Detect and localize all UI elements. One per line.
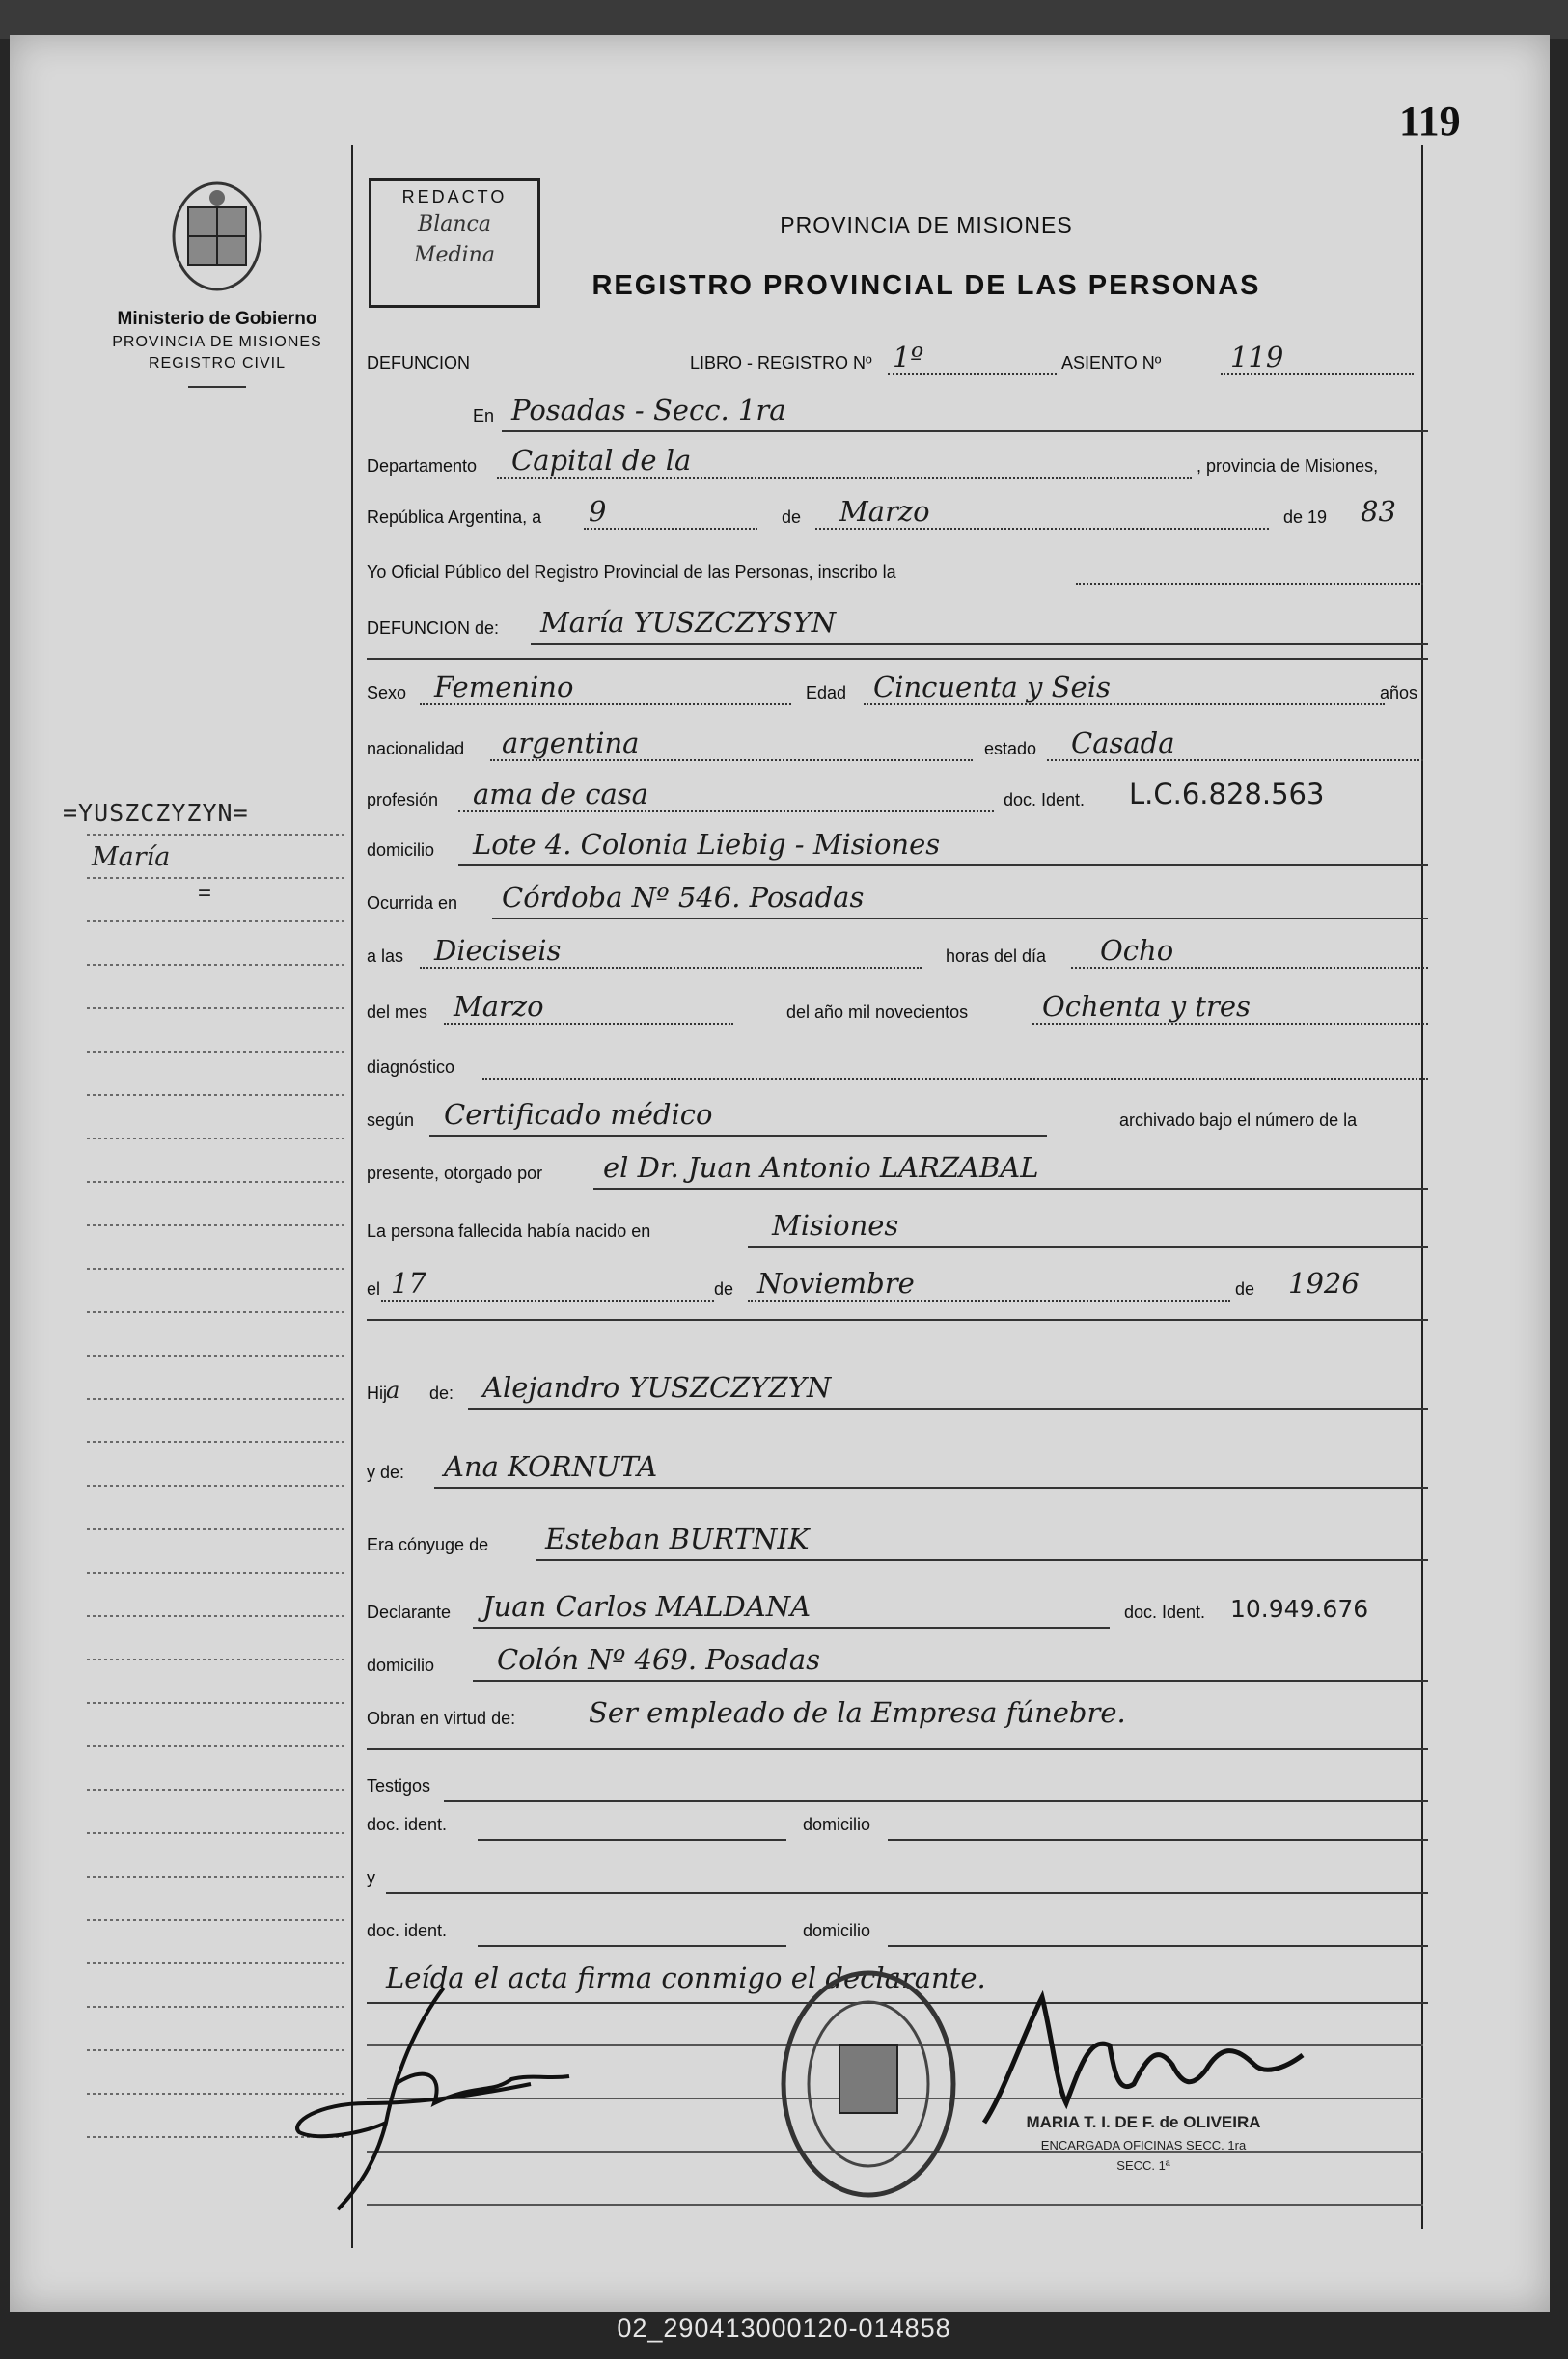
domicilio2-label-2: domicilio xyxy=(803,1921,871,1940)
del-anio-line xyxy=(1032,1023,1428,1025)
madre-value: Ana KORNUTA xyxy=(444,1450,658,1483)
sexo-line xyxy=(420,703,791,705)
row-y xyxy=(367,1857,1428,1896)
de19-label: de 19 xyxy=(1283,507,1328,527)
row-diagnostico xyxy=(367,1047,1428,1085)
nacionalidad-line xyxy=(490,759,973,761)
obran-value: Ser empleado de la Empresa fúnebre. xyxy=(589,1696,1126,1729)
doc-ident-line-1 xyxy=(478,1839,786,1841)
decl-doc-value: 10.949.676 xyxy=(1230,1595,1369,1623)
padre-value: Alejandro YUSZCZYZYN xyxy=(482,1371,832,1404)
del-anio-label: del año mil novecientos xyxy=(786,1002,969,1022)
nacido-value: Misiones xyxy=(772,1209,899,1242)
obran-label: Obran en virtud de: xyxy=(367,1709,516,1728)
left-column-rule xyxy=(351,145,353,2248)
nacionalidad-label: nacionalidad xyxy=(367,739,465,758)
row-defuncion-de xyxy=(367,608,1428,646)
official-title: ENCARGADA OFICINAS SECC. 1ra xyxy=(1040,2138,1247,2153)
header-registry: REGISTRO PROVINCIAL DE LAS PERSONAS xyxy=(591,270,1261,301)
testigos-label: Testigos xyxy=(367,1776,431,1796)
libro-line xyxy=(888,373,1057,375)
el-label: el xyxy=(367,1279,381,1299)
libro-value: 1º xyxy=(893,341,924,373)
row-libro xyxy=(367,343,1428,381)
row-fecha-nacimiento xyxy=(367,1269,1428,1307)
ocurrida-value: Córdoba Nº 546. Posadas xyxy=(502,881,865,914)
obran-line xyxy=(367,1748,1428,1750)
defuncion-de-label: DEFUNCION de: xyxy=(367,618,500,638)
doc-ident-label-1: doc. ident. xyxy=(367,1815,448,1834)
profesion-label: profesión xyxy=(367,790,439,809)
a-las-label: a las xyxy=(367,946,404,966)
oficial-line xyxy=(1076,583,1423,585)
nac-anio-value: 1926 xyxy=(1288,1267,1360,1300)
dia-value: 9 xyxy=(589,495,607,528)
domicilio2-label-1: domicilio xyxy=(803,1815,871,1834)
declarante-label: Declarante xyxy=(367,1603,452,1622)
dia-line xyxy=(584,528,757,530)
doc-ident-line-2 xyxy=(478,1945,786,1947)
presente-label: presente, otorgado por xyxy=(367,1164,543,1183)
el-value: 17 xyxy=(391,1267,426,1300)
sexo-label: Sexo xyxy=(367,683,407,702)
horas-line xyxy=(1071,967,1428,969)
oficial-text: Yo Oficial Público del Registro Provincial de las Personas, inscribo la xyxy=(367,562,896,582)
page-number: 119 xyxy=(1399,97,1461,145)
row-a-las xyxy=(367,936,1428,974)
estado-line xyxy=(1047,759,1423,761)
horas-value: Ocho xyxy=(1100,934,1174,967)
margin-note-mark: = xyxy=(198,880,212,906)
del-mes-line xyxy=(444,1023,733,1025)
en-label: En xyxy=(473,406,495,425)
nacido-label: La persona fallecida había nacido en xyxy=(367,1221,651,1241)
hija-suffix: a xyxy=(386,1377,400,1404)
nac-mes-value: Noviembre xyxy=(757,1267,915,1300)
nacido-line xyxy=(748,1246,1428,1248)
decl-dom-line xyxy=(473,1680,1428,1682)
doc-label: doc. Ident. xyxy=(1004,790,1086,809)
presente-line xyxy=(593,1188,1428,1190)
profesion-line xyxy=(458,810,994,812)
domicilio-value: Lote 4. Colonia Liebig - Misiones xyxy=(473,828,941,861)
doc-value: L.C.6.828.563 xyxy=(1129,778,1325,810)
hija-label: Hij xyxy=(367,1384,387,1403)
provincia-suffix: , provincia de Misiones, xyxy=(1197,456,1379,476)
madre-line xyxy=(434,1487,1428,1489)
nac-de2-label: de xyxy=(1235,1279,1255,1299)
row-oficial xyxy=(367,552,1428,590)
archivado-label: archivado bajo el número de la xyxy=(1119,1111,1358,1130)
row-obran xyxy=(367,1698,1428,1737)
row-profesion xyxy=(367,780,1428,818)
redacto-label: REDACTO xyxy=(401,187,508,206)
departamento-label: Departamento xyxy=(367,456,478,476)
decl-dom-label: domicilio xyxy=(367,1656,435,1675)
padre-line xyxy=(468,1408,1428,1410)
asiento-value: 119 xyxy=(1230,341,1284,373)
redacto-hand-2: Medina xyxy=(414,243,495,267)
estado-label: estado xyxy=(984,739,1037,758)
asiento-label: ASIENTO Nº xyxy=(1061,353,1162,372)
domicilio-label: domicilio xyxy=(367,840,435,860)
horas-label: horas del día xyxy=(946,946,1047,966)
defuncion-line-2 xyxy=(367,658,1428,660)
margin-note-name: María xyxy=(92,842,171,872)
del-anio-value: Ochenta y tres xyxy=(1042,990,1251,1023)
a-las-line xyxy=(420,967,922,969)
en-line xyxy=(502,430,1428,432)
type-label: DEFUNCION xyxy=(367,353,470,372)
mes-line xyxy=(815,528,1269,530)
de-label: de xyxy=(782,507,802,527)
ministry-block xyxy=(58,309,376,388)
mes-value: Marzo xyxy=(839,495,930,528)
coat-of-arms-seal xyxy=(164,178,270,294)
conyuge-line xyxy=(536,1559,1428,1561)
row-declarante xyxy=(367,1592,1428,1631)
domicilio2-line-1 xyxy=(888,1839,1428,1841)
row-testigo2-doc xyxy=(367,1910,1428,1949)
segun-line xyxy=(429,1135,1047,1137)
ministry-name: Ministerio de Gobierno xyxy=(117,309,317,329)
libro-label: LIBRO - REGISTRO Nº xyxy=(690,353,872,372)
y-line xyxy=(386,1892,1428,1894)
asiento-line xyxy=(1221,373,1414,375)
row-testigo1-doc xyxy=(367,1804,1428,1843)
row-ocurrida xyxy=(367,883,1428,921)
segun-value: Certificado médico xyxy=(444,1098,713,1131)
y-label: y xyxy=(367,1868,375,1887)
del-mes-value: Marzo xyxy=(454,990,544,1023)
ministry-province: PROVINCIA DE MISIONES xyxy=(112,334,322,350)
segun-label: según xyxy=(367,1111,415,1130)
departamento-line xyxy=(497,477,1192,479)
testigos-line xyxy=(444,1800,1428,1802)
profesion-value: ama de casa xyxy=(473,778,648,810)
deceased-name: María YUSZCZYSYN xyxy=(540,606,837,639)
row-nacido xyxy=(367,1211,1428,1249)
nac-line-2 xyxy=(367,1319,1428,1321)
edad-value: Cincuenta y Seis xyxy=(873,671,1111,703)
row-conyuge xyxy=(367,1524,1428,1563)
redacto-box xyxy=(369,178,540,308)
row-hija xyxy=(367,1373,1428,1412)
edad-line xyxy=(864,703,1385,705)
domicilio2-line-2 xyxy=(888,1945,1428,1947)
a-las-value: Dieciseis xyxy=(434,934,562,967)
redacto-hand-1: Blanca xyxy=(418,212,491,236)
en-value: Posadas - Secc. 1ra xyxy=(511,394,786,426)
decl-doc-label: doc. Ident. xyxy=(1124,1603,1206,1622)
y-de-label: y de: xyxy=(367,1463,405,1482)
row-nacionalidad xyxy=(367,728,1428,767)
estado-value: Casada xyxy=(1071,727,1175,759)
edad-label: Edad xyxy=(806,683,847,702)
row-departamento xyxy=(367,446,1428,484)
row-domicilio xyxy=(367,830,1428,868)
row-decl-domicilio xyxy=(367,1645,1428,1684)
header-province: PROVINCIA DE MISIONES xyxy=(780,212,1073,237)
presente-value: el Dr. Juan Antonio LARZABAL xyxy=(603,1151,1039,1184)
official-name: MARIA T. I. DE F. de OLIVEIRA xyxy=(1026,2113,1261,2131)
republica-label: República Argentina, a xyxy=(367,507,542,527)
decl-dom-value: Colón Nº 469. Posadas xyxy=(497,1643,821,1676)
conyuge-label: Era cónyuge de xyxy=(367,1535,489,1554)
hija-de-label: de: xyxy=(429,1384,454,1403)
ministry-office: REGISTRO CIVIL xyxy=(148,355,287,371)
departamento-value: Capital de la xyxy=(511,444,692,477)
nac-mes-line xyxy=(748,1300,1230,1302)
row-segun xyxy=(367,1100,1428,1138)
declarante-line xyxy=(473,1627,1110,1629)
declarante-value: Juan Carlos MALDANA xyxy=(482,1590,812,1623)
row-presente xyxy=(367,1153,1428,1192)
ocurrida-label: Ocurrida en xyxy=(367,893,458,913)
conyuge-value: Esteban BURTNIK xyxy=(545,1522,810,1555)
book-edge xyxy=(0,0,1568,39)
row-en xyxy=(367,396,1428,434)
diagnostico-line xyxy=(482,1078,1428,1080)
registry-stamp xyxy=(772,1963,965,2205)
sexo-value: Femenino xyxy=(434,671,574,703)
closing-statement: Leída el acta firma conmigo el declarante. xyxy=(386,1961,986,1994)
anio-value: 83 xyxy=(1361,495,1396,528)
doc-ident-label-2: doc. ident. xyxy=(367,1921,448,1940)
anos-label: años xyxy=(1380,683,1418,702)
el-line xyxy=(381,1300,714,1302)
official-block xyxy=(975,2113,1312,2173)
row-testigos xyxy=(367,1766,1428,1804)
margin-note-surname: =YUSZCZYZYN= xyxy=(63,799,249,827)
defuncion-line xyxy=(531,643,1428,645)
declarant-signature xyxy=(280,1968,589,2219)
nac-de-label: de xyxy=(714,1279,734,1299)
ministry-divider xyxy=(188,386,246,388)
domicilio-line xyxy=(458,864,1428,866)
ocurrida-line xyxy=(492,918,1428,919)
del-mes-label: del mes xyxy=(367,1002,428,1022)
scan-identifier: 02_290413000120-014858 xyxy=(617,2314,951,2343)
row-fecha xyxy=(367,497,1428,535)
row-madre xyxy=(367,1452,1428,1491)
nacionalidad-value: argentina xyxy=(502,727,640,759)
row-del-mes xyxy=(367,992,1428,1030)
official-sub: SECC. 1ª xyxy=(1116,2158,1170,2173)
row-sexo xyxy=(367,672,1428,711)
diagnostico-label: diagnóstico xyxy=(367,1057,455,1077)
